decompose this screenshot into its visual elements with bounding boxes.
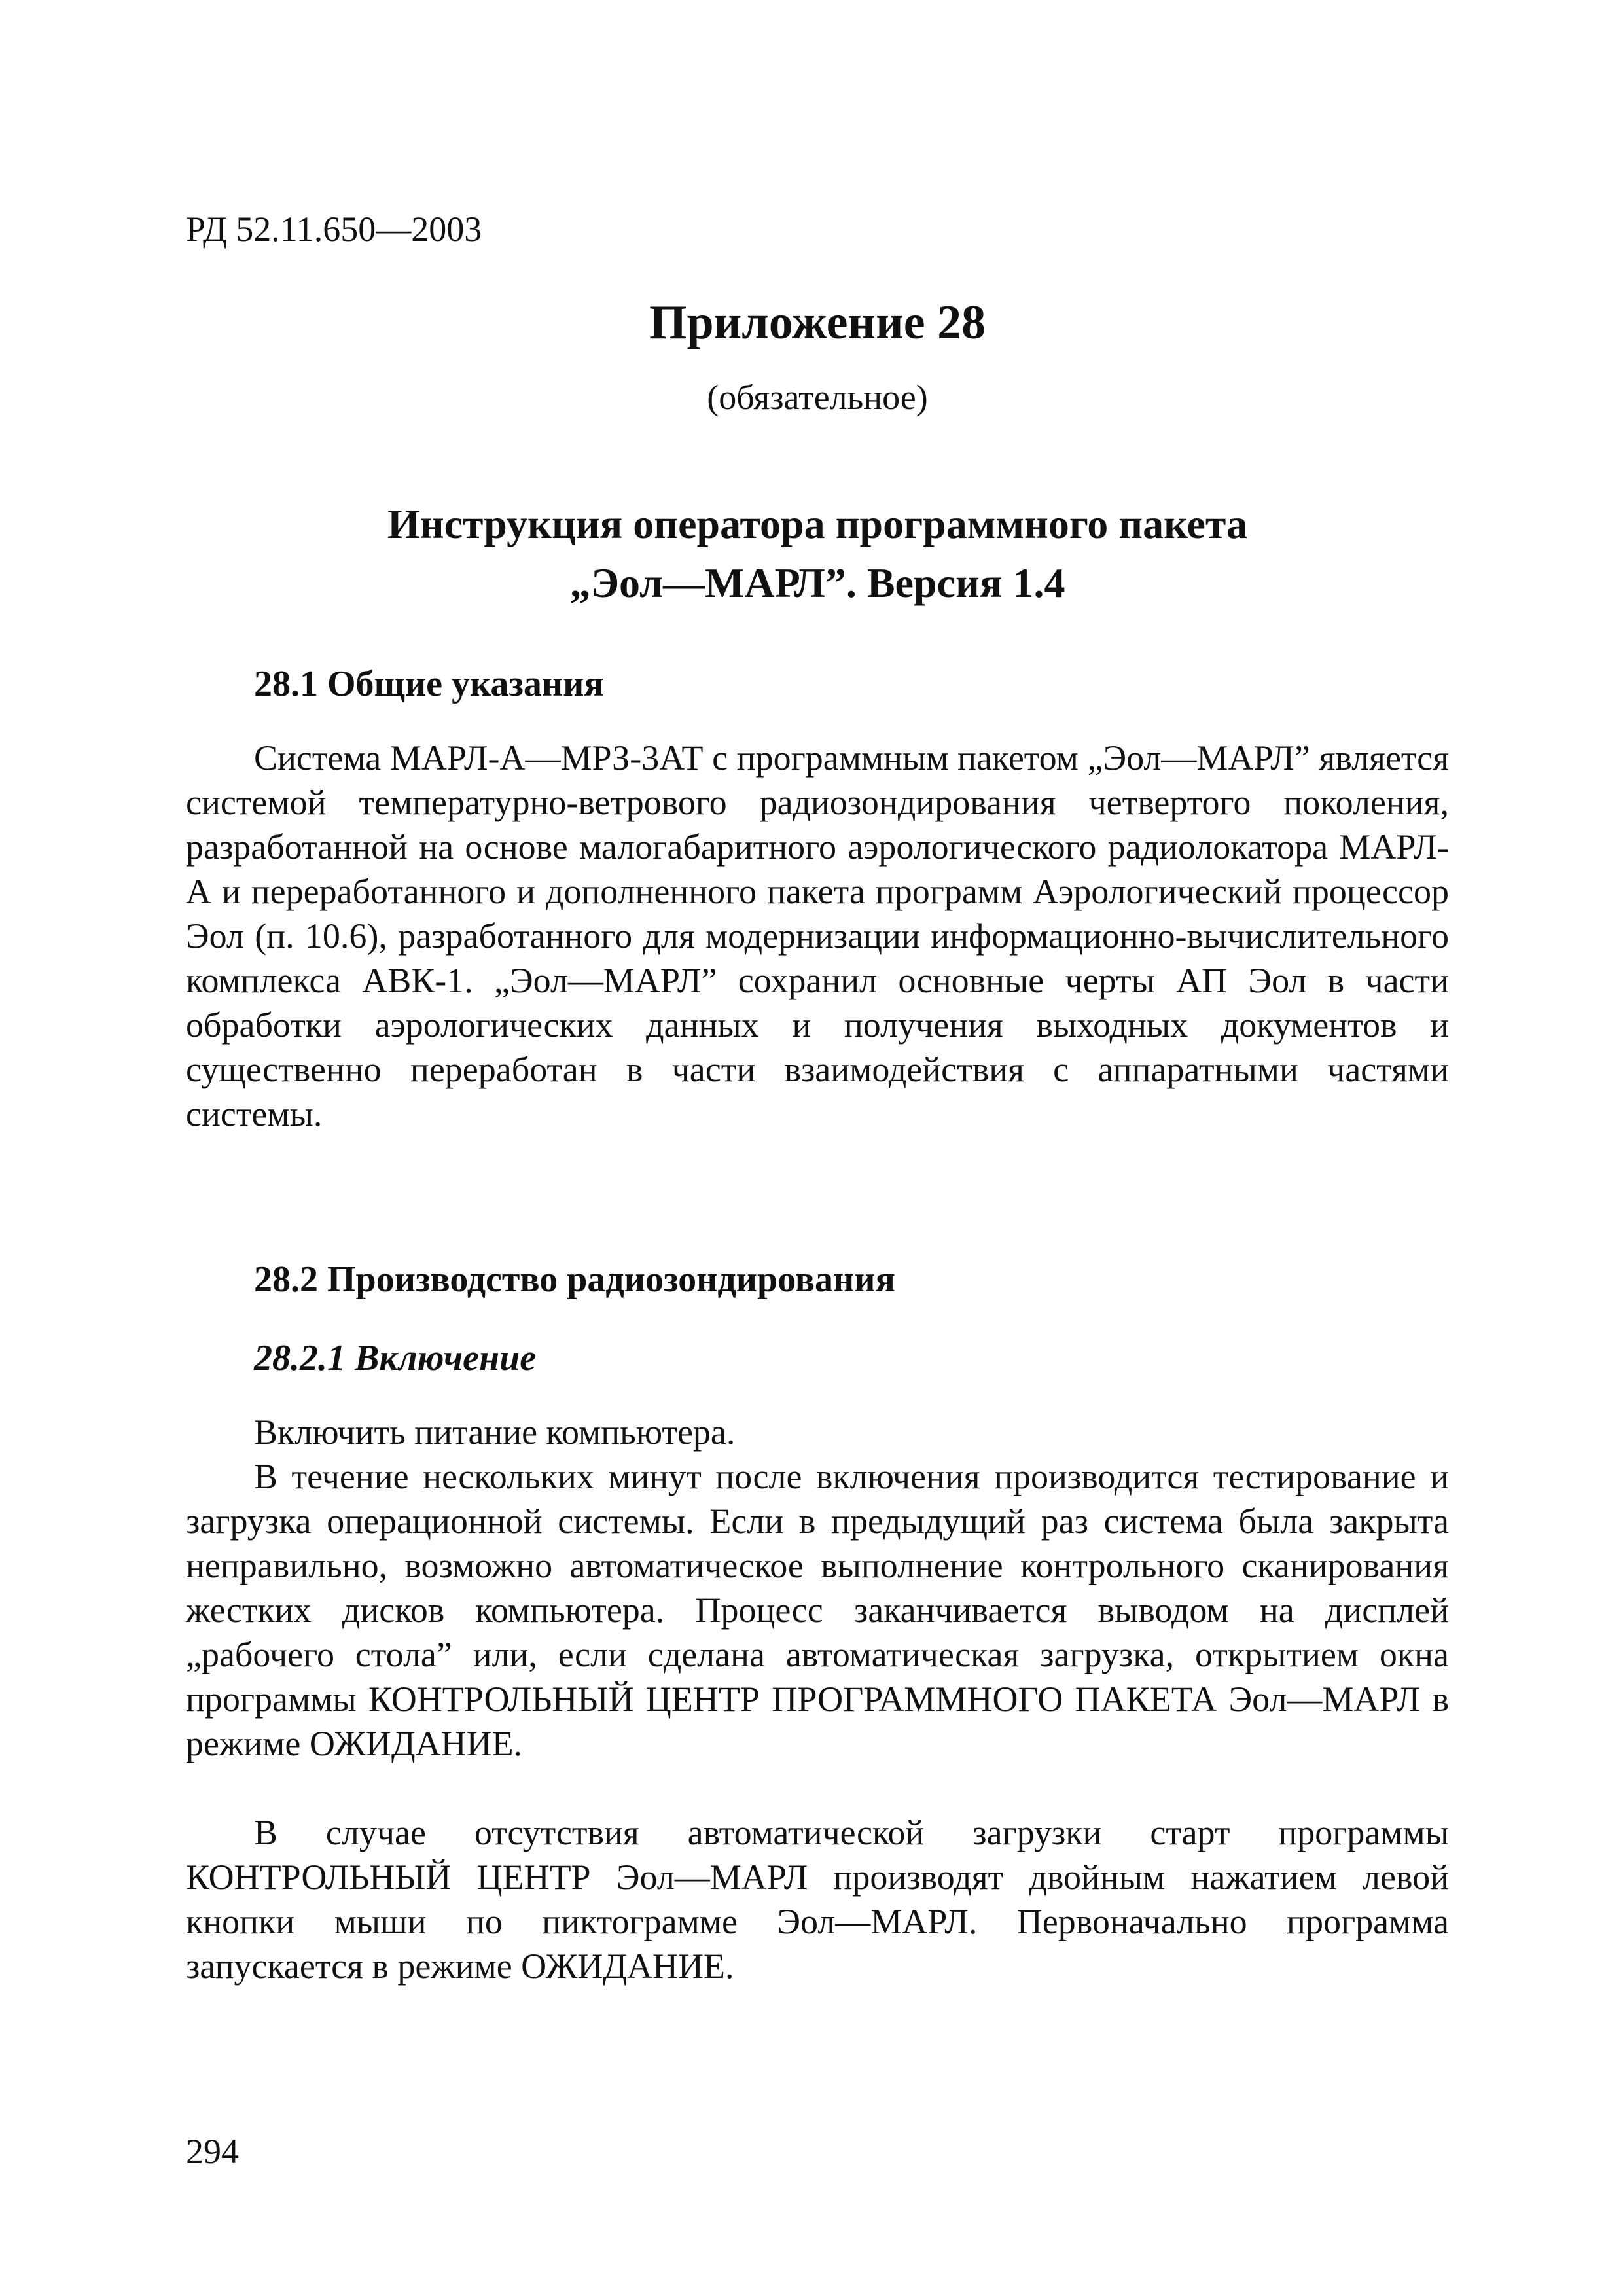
document-code-header: РД 52.11.650—2003 [186, 209, 482, 249]
appendix-status: (обязательное) [707, 378, 928, 417]
subsection-heading-power-on: 28.2.1 Включение [254, 1338, 537, 1378]
paragraph-general-instructions: Система МАРЛ-А—МРЗ-3АТ с программным пакетом „Эол—МАРЛ” является системой температурно-ветрового радиозондирования четвертого поколения, разработанной на основе малогабаритного аэрологического радиолокатора МАРЛ-А и переработанного и дополненного пакета программ Аэрологический процессор Эол (п. 10.6), разработанного для модернизации информационно-вычислительного комплекса АВК-1. „Эол—МАРЛ” сохранил основные черты АП Эол в части обработки аэрологических данных и получения выходных документов и существенно переработан в части взаимодействия с аппаратными частями системы. [186, 738, 1449, 1134]
paragraph-manual-start: В случае отсутствия автоматической загрузки старт программы КОНТРОЛЬНЫЙ ЦЕНТР Эол—МАРЛ производят двойным нажатием левой кнопки мыши по пиктограмме Эол—МАРЛ. Первоначально программа запускается в режиме ОЖИДАНИЕ. [186, 1813, 1449, 1986]
page-number: 294 [186, 2132, 239, 2171]
document-title-line-1: Инструкция оператора программного пакета [387, 501, 1248, 547]
section-heading-sounding: 28.2 Производство радиозондирования [254, 1259, 895, 1300]
document-title-line-2: „Эол—МАРЛ”. Версия 1.4 [569, 560, 1065, 606]
document-title [186, 495, 1449, 613]
paragraph-power-on: Включить питание компьютера. [254, 1412, 736, 1452]
section-heading-general: 28.1 Общие указания [254, 664, 604, 704]
paragraph-boot-process: В течение нескольких минут после включения производится тестирование и загрузка операционной системы. Если в предыдущий раз система была закрыта неправильно, возможно автоматическое выполнение контрольного сканирования жестких дисков компьютера. Процесс заканчивается выводом на дисплей „рабочего стола” или, если сделана автоматическая загрузка, открытием окна программы КОНТРОЛЬНЫЙ ЦЕНТР ПРОГРАММНОГО ПАКЕТА Эол—МАРЛ в режиме ОЖИДАНИЕ. [186, 1457, 1449, 1763]
appendix-title: Приложение 28 [649, 296, 986, 350]
